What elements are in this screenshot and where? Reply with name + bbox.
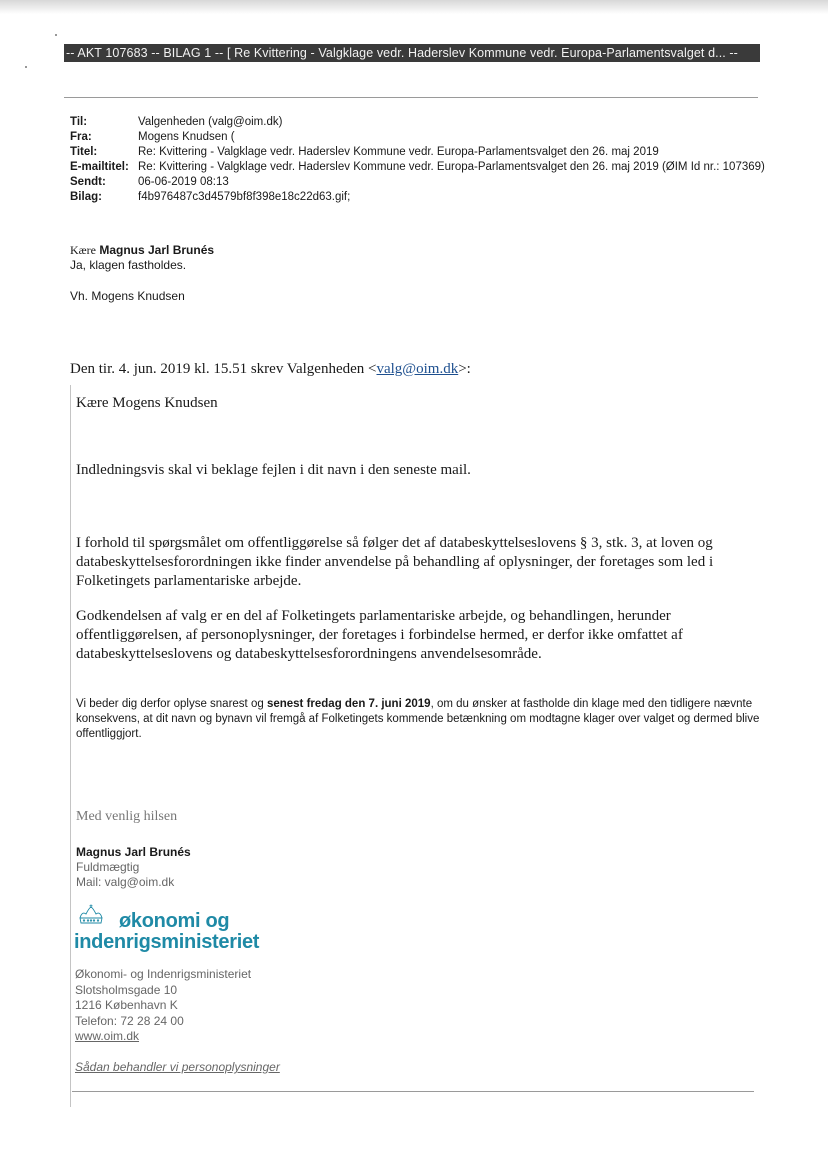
quote-intro-suffix: >: — [458, 361, 471, 377]
quote-bar — [70, 385, 71, 1107]
ministry-logo — [74, 904, 294, 954]
header-value: Re: Kvittering - Valgklage vedr. Haderslev Kommune vedr. Europa-Parlamentsvalget den 26. maj 2019 (ØIM Id nr.: 107369) — [138, 161, 765, 173]
quote-intro — [70, 361, 471, 378]
header-value: f4b976487c3d4579bf8f398e18c22d63.gif; — [138, 191, 351, 203]
crown-icon — [76, 904, 106, 928]
quoted-greeting: Kære Mogens Knudsen — [76, 395, 218, 411]
header-label: Sendt: — [70, 176, 106, 188]
address-phone: Telefon: 72 28 24 00 — [75, 1013, 184, 1028]
reply-greeting — [70, 243, 770, 258]
address-street: Slotsholmsgade 10 — [75, 982, 178, 997]
quoted-paragraph: Indledningsvis skal vi beklage fejlen i dit navn i den seneste mail. — [76, 462, 471, 478]
header-label: Titel: — [70, 146, 98, 158]
quote-intro-prefix: Den tir. 4. jun. 2019 kl. 15.51 skrev Valgenheden < — [70, 361, 377, 377]
quoted-paragraph: I forhold til spørgsmålet om offentliggørelse så følger det af databeskyttelseslovens § 3, stk. 3, at loven og databeskyttelsesforordningen ikke finder anvendelse på behandling af oplysninger, der foretages som led i Folketingets parlamentariske arbejde. — [76, 535, 714, 589]
email-header — [70, 115, 770, 205]
logo-line-1: økonomi og — [119, 910, 230, 932]
divider — [72, 1091, 754, 1092]
quoted-paragraph: Godkendelsen af valg er en del af Folketingets parlamentariske arbejde, og behandlingen, herunder offentliggørelsen, af personoplysninger, der foretages i forbindelse hermed, er derfor ikke omfattet af databeskyttelseslovens og databeskyttelsesforordningens anvendelsesområde. — [76, 608, 683, 662]
address-city: 1216 København K — [75, 998, 178, 1012]
address-org: Økonomi- og Indenrigsministeriet — [75, 967, 252, 981]
privacy-link[interactable]: Sådan behandler vi personoplysninger — [75, 1060, 280, 1074]
signature-title: Fuldmægtig — [76, 860, 140, 874]
ministry-address — [75, 967, 251, 1045]
header-label: E-mailtitel: — [70, 161, 129, 173]
header-value: 06-06-2019 08:13 — [138, 176, 229, 188]
header-row-attachment — [70, 190, 770, 205]
email-link[interactable]: valg@oim.dk — [376, 361, 459, 377]
header-label: Til: — [70, 116, 88, 128]
scan-speck — [25, 66, 27, 68]
header-label: Bilag: — [70, 191, 102, 203]
header-row-from — [70, 130, 770, 145]
signature-greeting: Med venlig hilsen — [76, 809, 178, 824]
deadline-text: senest fredag den 7. juni 2019 — [266, 698, 431, 710]
reply-line: Ja, klagen fastholdes. — [70, 258, 187, 272]
header-label: Fra: — [70, 131, 92, 143]
signature-mail: Mail: valg@oim.dk — [76, 875, 175, 889]
reply-greeting-name: Magnus Jarl Brunés — [99, 243, 215, 257]
reply-closing: Vh. Mogens Knudsen — [70, 289, 185, 303]
reply-body — [70, 243, 770, 304]
logo-line-2: indenrigsministeriet — [74, 931, 260, 953]
quoted-request — [76, 697, 766, 742]
header-row-to — [70, 115, 770, 130]
header-value: Re: Kvittering - Valgklage vedr. Haderslev Kommune vedr. Europa-Parlamentsvalget den 26. maj 2019 — [138, 146, 659, 158]
document-banner: -- AKT 107683 -- BILAG 1 -- [ Re Kvittering - Valgklage vedr. Haderslev Kommune vedr. Europa-Parlamentsvalget d... -- — [64, 44, 760, 62]
header-value: Valgenheden (valg@oim.dk) — [138, 116, 283, 128]
website-link[interactable]: www.oim.dk — [75, 1029, 140, 1043]
signature-name: Magnus Jarl Brunés — [76, 845, 191, 859]
request-text: Vi beder dig derfor oplyse snarest og — [76, 698, 267, 710]
scan-edge — [0, 0, 828, 14]
reply-greeting-word: Kære — [70, 243, 96, 257]
header-row-title — [70, 145, 770, 160]
header-row-email-title — [70, 160, 770, 175]
request-text: , om du ønsker at fastholde din klage med den tidligere nævnte konsekvens, at dit navn og bynavn vil fremgå af Folketingets kommende betænkning om modtagne klager over valget og dermed blive offentliggjort. — [76, 698, 760, 740]
scan-speck — [55, 34, 57, 36]
signature — [76, 845, 191, 890]
header-row-sent — [70, 175, 770, 190]
divider — [64, 97, 758, 98]
header-value: Mogens Knudsen ( — [138, 131, 235, 143]
